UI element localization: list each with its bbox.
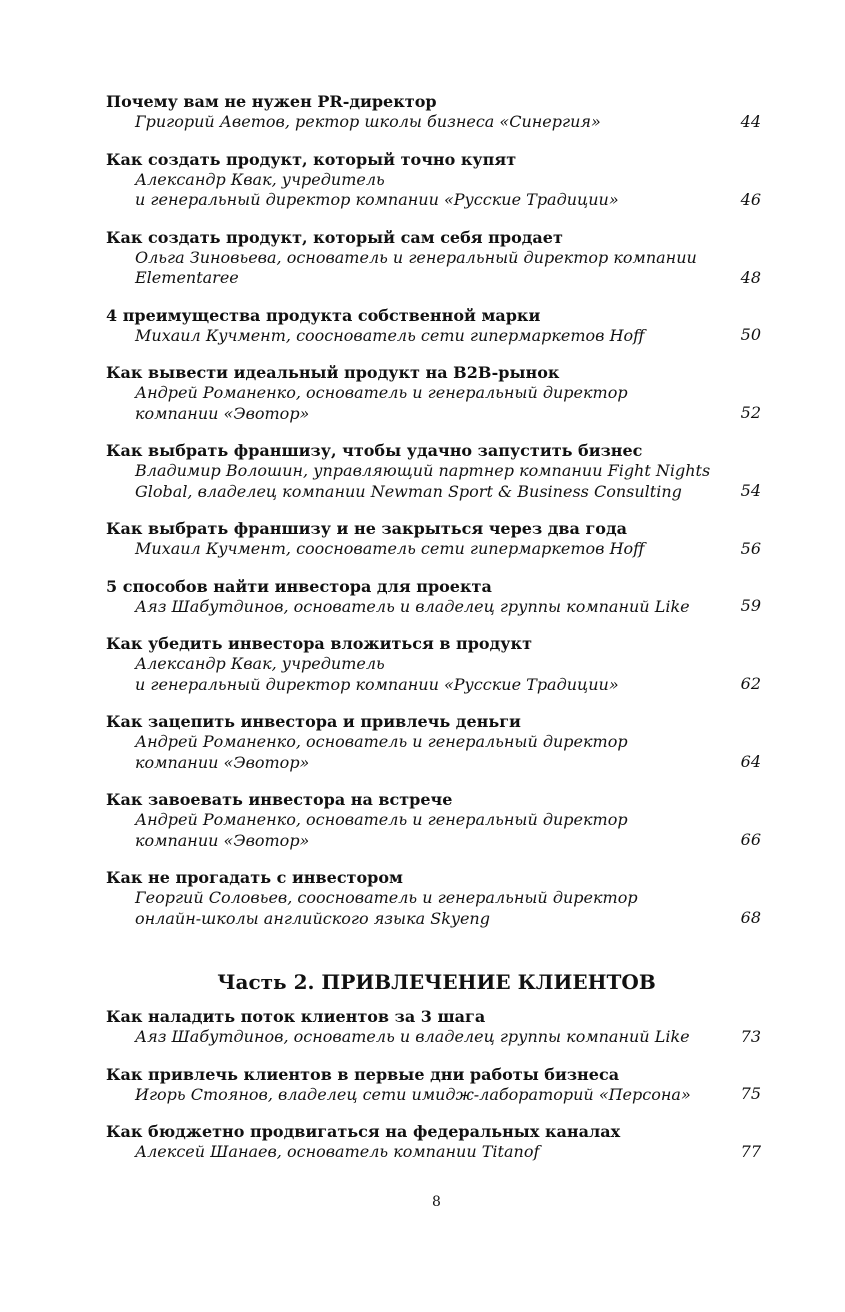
toc-entry xyxy=(106,1122,761,1163)
toc-entry-author xyxy=(106,112,761,133)
toc-entry-author-line: онлайн-школы английского языка Skyeng xyxy=(135,908,490,928)
toc-entry xyxy=(106,306,761,347)
toc-entry-page-number: 77 xyxy=(740,1141,761,1161)
toc-entry-author xyxy=(106,383,761,424)
toc-entry-title: Как вывести идеальный продукт на B2B-рынок xyxy=(106,363,560,382)
toc-entry-author-line: Григорий Аветов, ректор школы бизнеса «Синергия» xyxy=(135,112,601,131)
toc-entry-author xyxy=(106,170,761,211)
toc-entry-author-line: Владимир Волошин, управляющий партнер компании Fight Nights xyxy=(135,461,711,480)
toc-entry-author-line: компании «Эвотор» xyxy=(135,830,310,850)
toc-entry xyxy=(106,519,761,560)
toc-entry xyxy=(106,790,761,851)
toc-entry-author-line: Александр Квак, учредитель xyxy=(135,654,385,673)
toc-entry-author xyxy=(106,732,761,773)
toc-entry-author xyxy=(106,1085,761,1106)
toc-entry xyxy=(106,1007,761,1048)
toc-entry-title: Почему вам не нужен PR-директор xyxy=(106,92,437,111)
toc-entry xyxy=(106,868,761,929)
toc-entry-page-number: 75 xyxy=(740,1084,761,1103)
toc-section-part-2 xyxy=(106,1007,761,1180)
toc-entry-page-number: 59 xyxy=(740,596,761,615)
toc-entry-author xyxy=(106,810,761,851)
toc-entry-author xyxy=(106,539,761,560)
toc-entry-page-number: 62 xyxy=(740,674,761,693)
toc-entry-page-number: 66 xyxy=(740,830,761,849)
toc-entry-page-number: 52 xyxy=(740,403,761,422)
toc-entry-author-line: Аяз Шабутдинов, основатель и владелец группы компаний Like xyxy=(135,1027,690,1046)
toc-entry-title: Как создать продукт, который сам себя продает xyxy=(106,227,563,247)
toc-entry-page-number: 50 xyxy=(740,325,761,344)
toc-entry-author-line: Андрей Романенко, основатель и генеральный директор xyxy=(135,383,628,402)
toc-entry-title: Как наладить поток клиентов за 3 шага xyxy=(106,1007,486,1026)
toc-entry-title: Как выбрать франшизу и не закрыться через два года xyxy=(106,519,627,538)
toc-entry-author xyxy=(106,1142,761,1163)
toc-entry-author-line: Андрей Романенко, основатель и генеральный директор xyxy=(135,810,628,829)
toc-entry-title: Как не прогадать с инвестором xyxy=(106,868,403,887)
toc-entry-author-line: компании «Эвотор» xyxy=(135,403,310,423)
toc-entry xyxy=(106,712,761,773)
toc-entry-author xyxy=(106,248,761,289)
toc-entry-author-line: Александр Квак, учредитель xyxy=(135,169,385,189)
toc-entry-page-number: 44 xyxy=(740,111,761,131)
toc-entry-title: Как зацепить инвестора и привлечь деньги xyxy=(106,712,521,731)
part-heading: Часть 2. ПРИВЛЕЧЕНИЕ КЛИЕНТОВ xyxy=(217,970,656,994)
toc-entry-title: Как бюджетно продвигаться на федеральных каналах xyxy=(106,1122,621,1141)
toc-entry-author-line: Михаил Кучмент, сооснователь сети гипермаркетов Hoff xyxy=(135,325,645,345)
toc-entry-author-line: Аяз Шабутдинов, основатель и владелец группы компаний Like xyxy=(135,596,690,616)
toc-entry-author-line: и генеральный директор компании «Русские Традиции» xyxy=(135,674,619,694)
toc-entry-author-line: Андрей Романенко, основатель и генеральный директор xyxy=(135,732,628,751)
toc-entry xyxy=(106,441,761,502)
toc-entry xyxy=(106,1065,761,1106)
toc-entry-title: Как создать продукт, который точно купят xyxy=(106,149,517,169)
toc-entry-author xyxy=(106,654,761,695)
toc-entry xyxy=(106,577,761,618)
toc-section-part-1 xyxy=(106,92,761,946)
toc-entry-title: 4 преимущества продукта собственной марки xyxy=(106,305,541,325)
toc-entry-author xyxy=(106,326,761,347)
toc-entry-author-line: Ольга Зиновьева, основатель и генеральный директор компании xyxy=(135,247,697,267)
toc-entry-author-line: Игорь Стоянов, владелец сети имидж-лабораторий «Персона» xyxy=(135,1084,691,1104)
toc-entry-author xyxy=(106,461,761,502)
toc-entry-author xyxy=(106,888,761,929)
page-number-footer: 8 xyxy=(432,1194,441,1210)
toc-entry-title: Как выбрать франшизу, чтобы удачно запустить бизнес xyxy=(106,441,643,460)
toc-entry-page-number: 56 xyxy=(740,538,761,558)
toc-entry-title: 5 способов найти инвестора для проекта xyxy=(106,576,492,596)
toc-entry-author-line: Global, владелец компании Newman Sport & Business Consulting xyxy=(135,481,682,501)
toc-entry-author-line: и генеральный директор компании «Русские Традиции» xyxy=(135,190,619,209)
toc-entry-author-line: Георгий Соловьев, сооснователь и генеральный директор xyxy=(135,888,638,907)
toc-entry xyxy=(106,92,761,133)
toc-entry-title: Как завоевать инвестора на встрече xyxy=(106,790,453,809)
toc-entry-page-number: 54 xyxy=(740,481,761,500)
toc-entry xyxy=(106,228,761,289)
toc-entry-author-line: компании «Эвотор» xyxy=(135,752,310,772)
toc-entry xyxy=(106,634,761,695)
toc-entry-author-line: Алексей Шанаев, основатель компании Titanof xyxy=(135,1142,540,1161)
toc-entry-page-number: 68 xyxy=(740,908,761,927)
toc-entry-author-line: Elementaree xyxy=(135,268,239,287)
toc-entry-title: Как привлечь клиентов в первые дни работы бизнеса xyxy=(106,1064,620,1084)
toc-entry-page-number: 46 xyxy=(740,189,761,209)
toc-entry-page-number: 64 xyxy=(740,752,761,771)
toc-entry xyxy=(106,150,761,211)
toc-entry-author xyxy=(106,1027,761,1048)
toc-entry-title: Как убедить инвестора вложиться в продукт xyxy=(106,634,532,653)
toc-entry-page-number: 48 xyxy=(740,267,761,287)
toc-entry-author-line: Михаил Кучмент, сооснователь сети гипермаркетов Hoff xyxy=(135,539,645,558)
toc-entry-author xyxy=(106,597,761,618)
toc-entry xyxy=(106,363,761,424)
toc-entry-page-number: 73 xyxy=(740,1026,761,1046)
